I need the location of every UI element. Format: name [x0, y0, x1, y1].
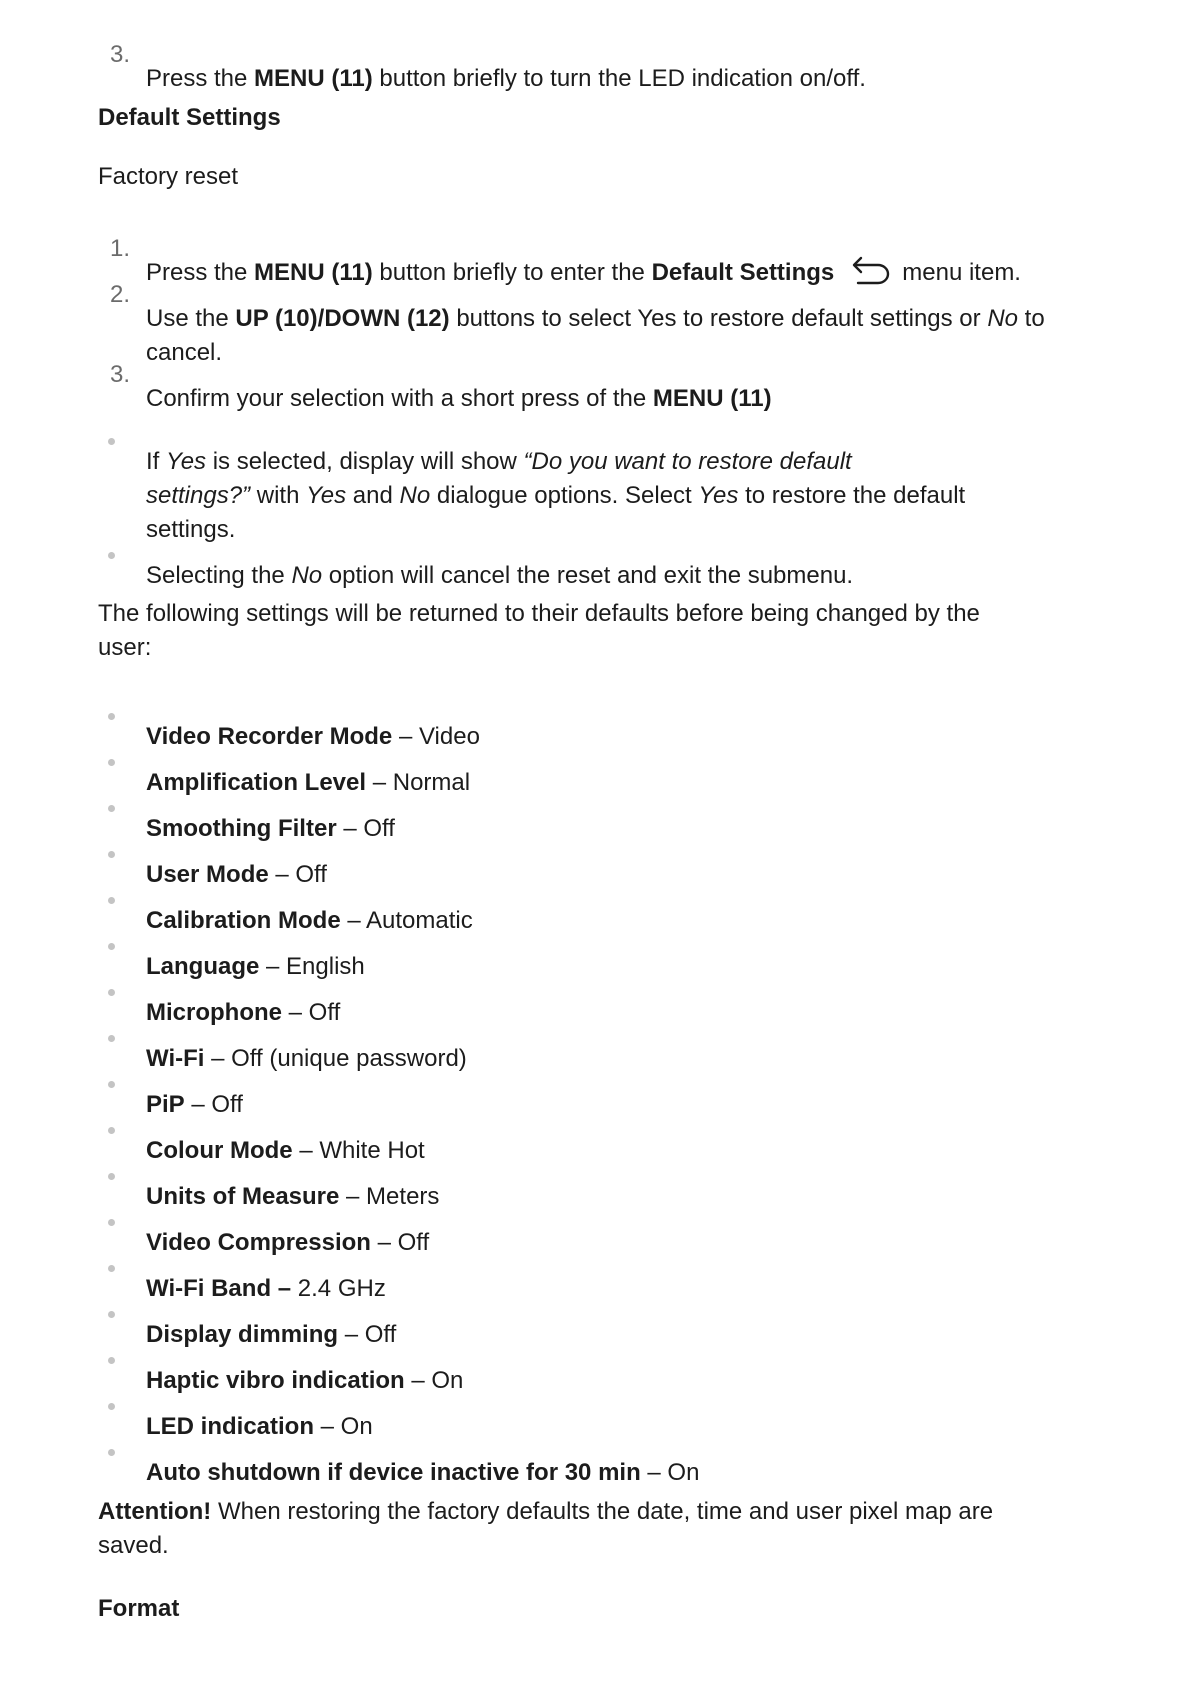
bullet-icon [108, 1173, 115, 1180]
text: buttons to select Yes to restore default settings or [449, 305, 988, 332]
setting-value: – Off [268, 861, 327, 888]
bullet-icon [108, 1403, 115, 1410]
menu-button-ref: MENU (11) [254, 259, 373, 286]
list-item [146, 1318, 396, 1352]
list-item [146, 1042, 467, 1076]
step-text [146, 62, 866, 96]
bullet-icon [108, 1127, 115, 1134]
bullet-icon [108, 1035, 115, 1042]
step-text [146, 302, 1045, 336]
step-text-cont: cancel. [146, 339, 223, 366]
setting-name: Microphone [146, 999, 282, 1026]
dialog-quote: settings?” [146, 482, 251, 509]
list-item [146, 1456, 699, 1490]
intro-paragraph: The following settings will be returned to their defaults before being changed by the [98, 600, 980, 627]
setting-name: Wi-Fi [146, 1045, 205, 1072]
setting-value: – Off [336, 815, 395, 842]
setting-value: – White Hot [292, 1137, 425, 1164]
text: option will cancel the reset and exit the submenu. [322, 562, 854, 589]
text: button briefly to turn the LED indication on/off. [372, 65, 866, 92]
list-item [146, 1364, 463, 1398]
list-item [146, 1134, 425, 1168]
setting-value: – On [404, 1367, 464, 1394]
setting-name: LED indication [146, 1413, 314, 1440]
list-item [146, 1180, 439, 1214]
list-item [146, 1088, 243, 1122]
bullet-icon [108, 1219, 115, 1226]
attention-note-cont: saved. [98, 1532, 169, 1559]
list-item [146, 812, 395, 846]
text: is selected, display will show [206, 448, 524, 475]
setting-name: Language [146, 953, 260, 980]
setting-name: Smoothing Filter [146, 815, 337, 842]
dialog-quote: “Do you want to restore default [523, 448, 852, 475]
list-item [146, 766, 470, 800]
text: When restoring the factory defaults the date, time and user pixel map are [211, 1498, 994, 1525]
setting-value: – Normal [366, 769, 471, 796]
option-yes: Yes [698, 482, 739, 509]
menu-button-ref: MENU (11) [254, 65, 373, 92]
bullet-icon [108, 438, 115, 445]
text: Press the [146, 65, 255, 92]
text: and [346, 482, 400, 509]
setting-name: Video Compression [146, 1229, 371, 1256]
text: Press the [146, 259, 255, 286]
text: dialogue options. Select [430, 482, 699, 509]
list-item [146, 904, 473, 938]
subheading: Factory reset [98, 163, 239, 190]
menu-button-ref: MENU (11) [652, 385, 772, 412]
setting-value: – On [640, 1459, 700, 1486]
setting-name: Auto shutdown if device inactive for 30 min [146, 1459, 641, 1486]
text: button briefly to enter the [372, 259, 652, 286]
bullet-icon [108, 1265, 115, 1272]
setting-value: – On [314, 1413, 373, 1440]
bullet-icon [108, 851, 115, 858]
text: Use the [146, 305, 236, 332]
setting-value: – Video [392, 723, 480, 750]
step-number: 2. [110, 281, 131, 308]
bullet-text [146, 445, 852, 479]
step-text [146, 382, 772, 416]
option-yes: Yes [166, 448, 207, 475]
text: Selecting the [146, 562, 292, 589]
setting-name: Display dimming [146, 1321, 339, 1348]
bullet-icon [108, 552, 115, 559]
setting-value: – Automatic [340, 907, 473, 934]
option-no: No [291, 562, 323, 589]
text: with [250, 482, 307, 509]
text: If [146, 448, 167, 475]
setting-name: User Mode [146, 861, 269, 888]
default-settings-ref: Default Settings [651, 259, 835, 286]
setting-value: – English [259, 953, 365, 980]
setting-name: Calibration Mode [146, 907, 341, 934]
setting-name: Video Recorder Mode [146, 723, 393, 750]
setting-value: – Off [338, 1321, 397, 1348]
option-yes: Yes [306, 482, 347, 509]
setting-value: – Meters [339, 1183, 440, 1210]
option-no: No [987, 305, 1018, 332]
setting-value: – Off [282, 999, 341, 1026]
setting-value: – Off [370, 1229, 430, 1256]
setting-value: – Off (unique password) [204, 1045, 467, 1072]
setting-name: Wi-Fi Band – [146, 1275, 292, 1302]
bullet-icon [108, 897, 115, 904]
intro-paragraph-cont: user: [98, 634, 152, 661]
text: Confirm your selection with a short press of the [146, 385, 653, 412]
bullet-icon [108, 1081, 115, 1088]
list-item [146, 1410, 373, 1444]
setting-name: Amplification Level [146, 769, 367, 796]
bullet-icon [108, 943, 115, 950]
list-item [146, 720, 480, 754]
setting-name: Haptic vibro indication [146, 1367, 405, 1394]
setting-value: 2.4 GHz [291, 1275, 386, 1302]
bullet-text-cont [146, 479, 965, 513]
step-number: 1. [110, 235, 131, 262]
setting-name: Colour Mode [146, 1137, 293, 1164]
text: menu item. [902, 259, 1021, 286]
option-no: No [399, 482, 431, 509]
list-item [146, 1272, 386, 1306]
bullet-icon [108, 1357, 115, 1364]
attention-note [98, 1495, 993, 1529]
bullet-icon [108, 1311, 115, 1318]
list-item [146, 950, 365, 984]
step-text [146, 256, 1021, 290]
bullet-icon [108, 713, 115, 720]
section-heading: Format [98, 1595, 180, 1622]
section-heading: Default Settings [98, 104, 281, 131]
step-number: 3. [110, 41, 131, 68]
bullet-icon [108, 805, 115, 812]
setting-name: PiP [146, 1091, 185, 1118]
setting-name: Units of Measure [146, 1183, 340, 1210]
bullet-icon [108, 1449, 115, 1456]
bullet-icon [108, 759, 115, 766]
return-arrow-icon [846, 256, 892, 290]
up-down-buttons-ref: UP (10)/DOWN (12) [235, 305, 450, 332]
list-item [146, 1226, 429, 1260]
text: to [1018, 305, 1045, 332]
setting-value: – Off [184, 1091, 243, 1118]
list-item [146, 996, 340, 1030]
text: to restore the default [738, 482, 966, 509]
attention-label: Attention! [98, 1498, 212, 1525]
bullet-text [146, 559, 853, 593]
bullet-text-cont: settings. [146, 516, 236, 543]
list-item [146, 858, 327, 892]
bullet-icon [108, 989, 115, 996]
step-number: 3. [110, 361, 131, 388]
